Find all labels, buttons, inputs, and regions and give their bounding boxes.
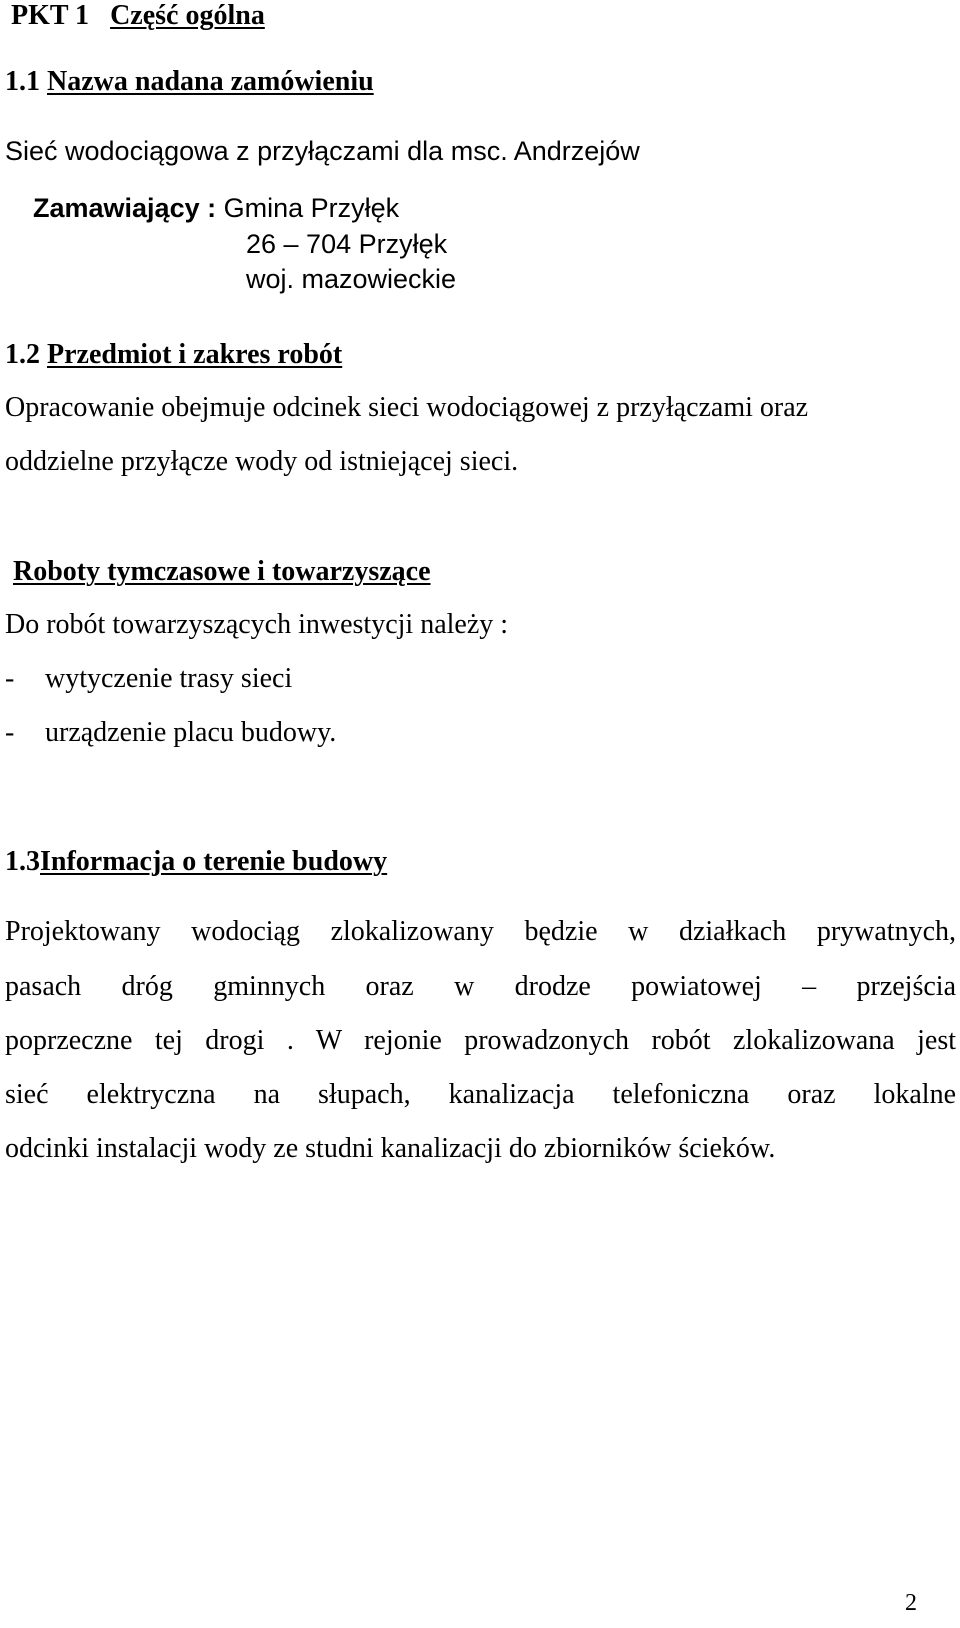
list-bullet: - (5, 663, 15, 694)
site-info-line-5: odcinki instalacji wody ze studni kanalizacji do zbiorników ścieków. (5, 1133, 776, 1164)
pkt1-heading (11, 0, 265, 32)
temporary-works-heading: Roboty tymczasowe i towarzyszące (13, 556, 431, 587)
client-label: Zamawiający : (33, 193, 217, 223)
page-number: 2 (905, 1590, 917, 1616)
pkt1-number: PKT 1 (11, 0, 90, 31)
section-1-3-heading (5, 846, 387, 878)
section-1-2-title: Przedmiot i zakres robót (47, 339, 343, 370)
client-block (33, 193, 399, 224)
site-info-line-2: pasach dróg gminnych oraz w drodze powiatowej – przejścia (5, 971, 956, 1002)
section-1-1-title: Nazwa nadana zamówieniu (47, 66, 374, 97)
client-address-line-2: woj. mazowieckie (246, 264, 457, 294)
list-item-text: urządzenie placu budowy. (45, 717, 337, 748)
scope-line-2: oddzielne przyłącze wody od istniejącej sieci. (5, 446, 519, 477)
site-info-line-4: sieć elektryczna na słupach, kanalizacja telefoniczna oraz lokalne (5, 1079, 956, 1110)
section-1-3-number: 1.3 (5, 846, 40, 877)
list-item (5, 663, 293, 695)
site-info-line-1: Projektowany wodociąg zlokalizowany będzie w działkach prywatnych, (5, 916, 956, 947)
temporary-works-intro: Do robót towarzyszących inwestycji należy : (5, 609, 509, 640)
project-name: Sieć wodociągowa z przyłączami dla msc. Andrzejów (5, 136, 640, 166)
list-bullet: - (5, 717, 15, 748)
site-info-line-3: poprzeczne tej drogi . W rejonie prowadzonych robót zlokalizowana jest (5, 1025, 956, 1056)
section-1-2-number: 1.2 (5, 339, 40, 370)
list-item (5, 717, 337, 749)
section-1-2-heading (5, 339, 342, 371)
client-address-line-1: 26 – 704 Przyłęk (246, 229, 448, 259)
section-1-3-title: Informacja o terenie budowy (40, 846, 388, 877)
pkt1-title: Część ogólna (110, 0, 265, 31)
section-1-1-heading (5, 66, 374, 98)
section-1-1-number: 1.1 (5, 66, 40, 97)
list-item-text: wytyczenie trasy sieci (45, 663, 293, 694)
client-name: Gmina Przyłęk (223, 193, 400, 223)
scope-line-1: Opracowanie obejmuje odcinek sieci wodociągowej z przyłączami oraz (5, 392, 809, 423)
